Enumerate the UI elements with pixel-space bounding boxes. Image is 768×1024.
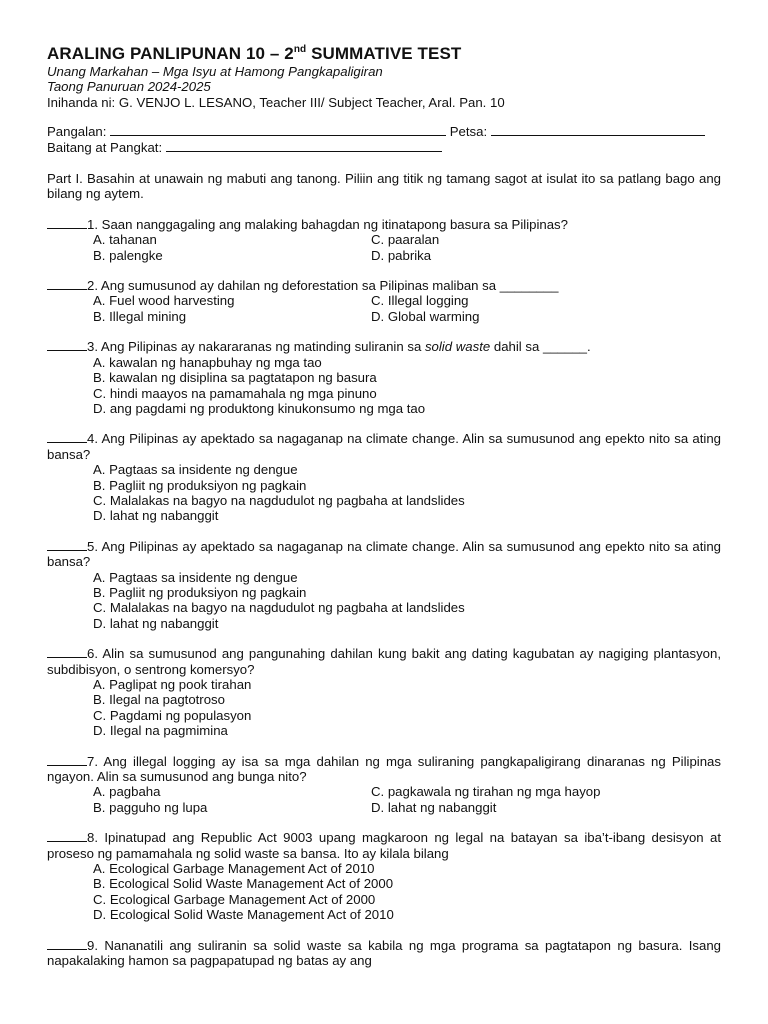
option: C. Ecological Garbage Management Act of 2000 bbox=[93, 891, 376, 907]
option: B. Pagliit ng produksiyon ng pagkain bbox=[93, 477, 307, 493]
option: C. Illegal logging bbox=[371, 293, 469, 309]
date-label: Petsa: bbox=[449, 124, 488, 140]
option: D. lahat ng nabanggit bbox=[93, 508, 219, 524]
option: B. Pagliit ng produksiyon ng pagkain bbox=[93, 584, 307, 600]
question-text: 6. Alin sa sumusunod ang pangunahing dahilan kung bakit ang dating kagubatan ay nagiging plantasyon, subdibisyon, o sentrong komersyo? bbox=[47, 646, 721, 677]
answer-blank[interactable] bbox=[47, 217, 87, 229]
answer-blank[interactable] bbox=[47, 339, 87, 351]
question-text: 2. Ang sumusunod ay dahilan ng deforestation sa Pilipinas maliban sa ________ bbox=[87, 278, 559, 294]
option: D. lahat ng nabanggit bbox=[93, 615, 219, 631]
question-1 bbox=[47, 217, 721, 263]
date-field[interactable] bbox=[491, 124, 705, 136]
question-text: 4. Ang Pilipinas ay apektado sa nagaganap na climate change. Alin sa sumusunod ang epekto nito sa ating bansa? bbox=[47, 431, 721, 462]
option: C. hindi maayos na pamamahala ng mga pinuno bbox=[93, 385, 377, 401]
question-5 bbox=[47, 539, 721, 631]
school-year: Taong Panuruan 2024-2025 bbox=[47, 79, 211, 95]
option: C. Pagdami ng populasyon bbox=[93, 707, 252, 723]
option: A. pagbaha bbox=[93, 784, 161, 800]
instructions: Part I. Basahin at unawain ng mabuti ang tanong. Piliin ang titik ng tamang sagot at isulat ito sa patlang bago ang bilang ng aytem. bbox=[47, 171, 721, 202]
question-8 bbox=[47, 830, 721, 922]
grade-label: Baitang at Pangkat: bbox=[47, 139, 163, 155]
option: C. pagkawala ng tirahan ng mga hayop bbox=[371, 784, 601, 800]
option: B. Illegal mining bbox=[93, 308, 187, 324]
name-date-row bbox=[47, 124, 721, 139]
question-2 bbox=[47, 278, 721, 324]
option: C. Malalakas na bagyo na nagdudulot ng pagbaha at landslides bbox=[93, 600, 465, 616]
answer-blank[interactable] bbox=[47, 539, 87, 551]
question-3 bbox=[47, 339, 721, 416]
question-text: 8. Ipinatupad ang Republic Act 9003 upang magkaroon ng legal na batayan sa iba’t-ibang desisyon at proseso ng pamamahala ng solid waste sa bansa. Ito ay kilala bilang bbox=[47, 830, 721, 861]
answer-blank[interactable] bbox=[47, 646, 87, 658]
name-label: Pangalan: bbox=[47, 124, 107, 140]
option: A. Ecological Garbage Management Act of 2010 bbox=[93, 861, 375, 877]
answer-blank[interactable] bbox=[47, 830, 87, 842]
option: B. pagguho ng lupa bbox=[93, 799, 208, 815]
question-text: 7. Ang illegal logging ay isa sa mga dahilan ng mga suliraning pangkapaligirang dinaranas ng Pilipinas ngayon. Alin sa sumusunod ang bunga nito? bbox=[47, 753, 721, 785]
question-4 bbox=[47, 431, 721, 523]
option: D. Global warming bbox=[371, 308, 480, 324]
option: A. Paglipat ng pook tirahan bbox=[93, 677, 252, 692]
question-text: dahil sa ______. bbox=[490, 339, 591, 355]
option: B. kawalan ng disiplina sa pagtatapon ng basura bbox=[93, 370, 377, 386]
test-title: ARALING PANLIPUNAN 10 – 2nd SUMMATIVE TEST bbox=[47, 44, 462, 63]
option: A. tahanan bbox=[93, 232, 157, 248]
question-text: 3. Ang Pilipinas ay nakararanas ng matinding suliranin sa bbox=[87, 339, 425, 355]
grade-row bbox=[47, 140, 721, 155]
option: B. palengke bbox=[93, 247, 163, 263]
name-field[interactable] bbox=[110, 124, 446, 136]
question-text: 1. Saan nanggagaling ang malaking bahagdan ng itinatapong basura sa Pilipinas? bbox=[87, 216, 568, 232]
question-6 bbox=[47, 646, 721, 738]
option: D. lahat ng nabanggit bbox=[371, 799, 497, 815]
option: C. paaralan bbox=[371, 232, 440, 248]
question-7 bbox=[47, 754, 721, 816]
question-text: 9. Nananatili ang suliranin sa solid waste sa kabila ng mga programa sa pagtatapon ng basura. Isang napakalaking hamon sa pagpapatupad ng batas ay ang bbox=[47, 937, 721, 969]
prepared-by: Inihanda ni: G. VENJO L. LESANO, Teacher III/ Subject Teacher, Aral. Pan. 10 bbox=[47, 94, 505, 110]
option: C. Malalakas na bagyo na nagdudulot ng pagbaha at landslides bbox=[93, 492, 465, 508]
option: A. Pagtaas sa insidente ng dengue bbox=[93, 462, 298, 478]
option: D. Ecological Solid Waste Management Act of 2010 bbox=[93, 907, 394, 923]
grade-field[interactable] bbox=[166, 140, 442, 152]
answer-blank[interactable] bbox=[47, 938, 87, 950]
option: A. Fuel wood harvesting bbox=[93, 293, 235, 309]
answer-blank[interactable] bbox=[47, 754, 87, 766]
option: D. Ilegal na pagmimina bbox=[93, 723, 228, 739]
option: D. pabrika bbox=[371, 247, 432, 263]
option: D. ang pagdami ng produktong kinukonsumo ng mga tao bbox=[93, 400, 426, 416]
option: B. Ecological Solid Waste Management Act of 2000 bbox=[93, 876, 394, 892]
answer-blank[interactable] bbox=[47, 278, 87, 290]
question-text-italic: solid waste bbox=[424, 339, 491, 355]
option: A. kawalan ng hanapbuhay ng mga tao bbox=[93, 354, 322, 370]
question-text: 5. Ang Pilipinas ay apektado sa nagaganap na climate change. Alin sa sumusunod ang epekto nito sa ating bansa? bbox=[47, 538, 721, 570]
question-9 bbox=[47, 938, 721, 969]
option: B. Ilegal na pagtotroso bbox=[93, 692, 225, 708]
answer-blank[interactable] bbox=[47, 431, 87, 443]
quarter-subtitle: Unang Markahan – Mga Isyu at Hamong Pangkapaligiran bbox=[47, 64, 383, 79]
option: A. Pagtaas sa insidente ng dengue bbox=[93, 569, 298, 585]
